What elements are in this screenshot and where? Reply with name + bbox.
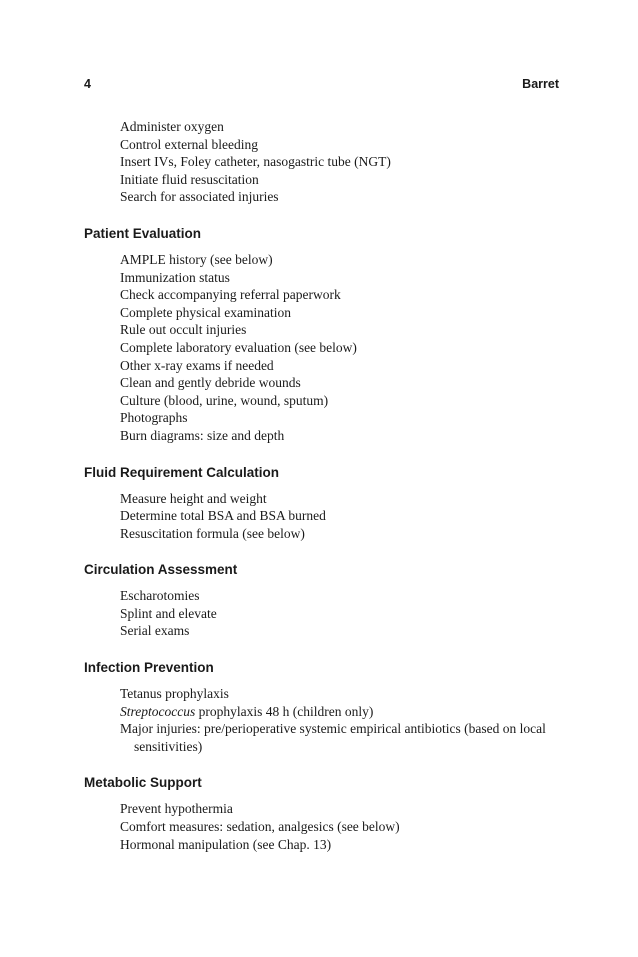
list-item [84,703,562,721]
section-list [84,251,562,445]
list-item: Serial exams [120,623,190,639]
section-list [84,490,562,543]
list-item: Control external bleeding [120,136,258,152]
section-circulation-assessment [84,561,562,640]
list-item-text: prophylaxis 48 h (children only) [195,703,374,719]
list-item: Hormonal manipulation (see Chap. 13) [120,836,332,852]
list-item: Splint and elevate [120,605,217,621]
section-metabolic-support [84,774,562,853]
list-item: Photographs [120,410,188,426]
list-item: Prevent hypothermia [120,801,233,817]
page-header [84,77,559,91]
list-item: Clean and gently debride wounds [120,375,301,391]
page-number: 4 [84,77,91,91]
section-heading: Fluid Requirement Calculation [84,464,280,480]
section-heading: Patient Evaluation [84,225,202,241]
list-item: Insert IVs, Foley catheter, nasogastric tube (NGT) [120,154,391,170]
list-item: Measure height and weight [120,490,267,506]
list-item: Comfort measures: sedation, analgesics (see below) [120,819,400,835]
list-item: Immunization status [120,269,230,285]
list-item: Resuscitation formula (see below) [120,525,305,541]
section-heading: Metabolic Support [84,775,202,791]
section-list [84,587,562,640]
section-list [84,685,562,755]
running-head: Barret [522,77,559,91]
list-item: Determine total BSA and BSA burned [120,508,326,524]
organism-name: Streptococcus [120,703,196,719]
list-item: Complete laboratory evaluation (see below) [120,339,357,355]
intro-list [84,118,562,206]
list-item: Search for associated injuries [120,189,279,205]
list-item: Rule out occult injuries [120,322,247,338]
list-item: Complete physical examination [120,304,291,320]
page-content [84,118,562,853]
list-item: Check accompanying referral paperwork [120,287,341,303]
list-item: Culture (blood, urine, wound, sputum) [120,392,329,408]
list-item: Administer oxygen [120,119,224,134]
section-fluid-requirement [84,464,562,543]
section-infection-prevention [84,659,562,755]
section-patient-evaluation [84,225,562,445]
list-item: Burn diagrams: size and depth [120,427,285,443]
section-list [84,800,562,853]
list-item: Major injuries: pre/perioperative systemic empirical antibiotics (based on local sensitivities) [120,721,546,754]
list-item: Escharotomies [120,588,200,604]
list-item: Other x-ray exams if needed [120,357,274,373]
section-heading: Infection Prevention [84,660,214,676]
list-item: Initiate fluid resuscitation [120,171,259,187]
list-item: AMPLE history (see below) [120,251,273,267]
list-item: Tetanus prophylaxis [120,686,229,702]
section-heading: Circulation Assessment [84,562,238,578]
